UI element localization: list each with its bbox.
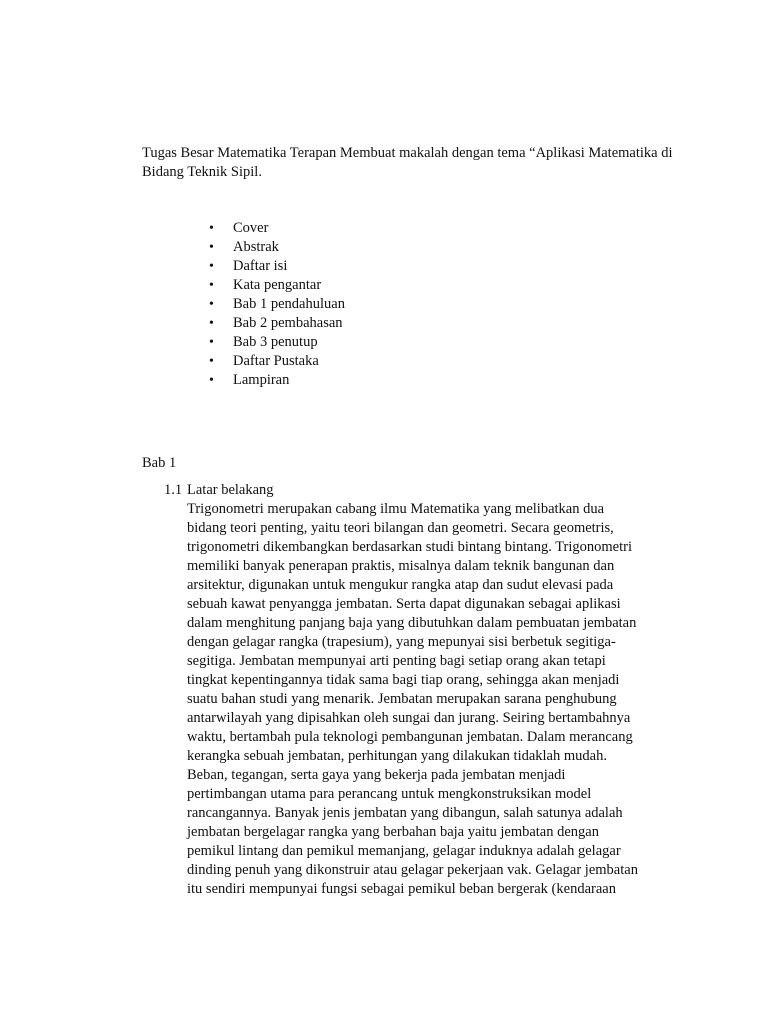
body-line: dinding penuh yang dikonstruir atau gelagar pekerjaan vak. Gelagar jembatan	[187, 862, 638, 878]
body-line: kerangka sebuah jembatan, perhitungan yang dilakukan tidaklah mudah.	[187, 748, 607, 764]
outline-item: • Bab 1 pendahuluan	[205, 295, 345, 314]
body-line: Trigonometri merupakan cabang ilmu Matematika yang melibatkan dua	[187, 501, 605, 517]
outline-item: • Lampiran	[205, 371, 345, 390]
body-line: pemikul lintang dan pemikul memanjang, gelagar induknya adalah gelagar	[187, 843, 621, 859]
body-line: trigonometri dikembangkan berdasarkan studi bintang bintang. Trigonometri	[187, 539, 632, 555]
outline-item: • Abstrak	[205, 238, 345, 257]
body-line: rancangannya. Banyak jenis jembatan yang dibangun, salah satunya adalah	[187, 805, 623, 821]
body-line: segitiga. Jembatan mempunyai arti penting bagi setiap orang akan tetapi	[187, 653, 606, 669]
section-body	[187, 500, 667, 899]
body-line: jembatan bergelagar rangka yang berbahan baja yaitu jembatan dengan	[187, 824, 599, 840]
body-line: dengan gelagar rangka (trapesium), yang mepunyai sisi berbetuk segitiga-	[187, 634, 616, 650]
outline-item: • Daftar isi	[205, 257, 345, 276]
body-line: sebuah kawat penyangga jembatan. Serta dapat digunakan sebagai aplikasi	[187, 596, 621, 612]
outline-item: • Bab 3 penutup	[205, 333, 345, 352]
body-line: arsitektur, digunakan untuk mengukur rangka atap dan sudut elevasi pada	[187, 577, 614, 593]
body-line: dalam menghitung panjang baja yang dibutuhkan dalam pembuatan jembatan	[187, 615, 637, 631]
body-line: bidang teori penting, yaitu teori bilangan dan geometri. Secara geometris,	[187, 520, 614, 536]
section-title: Latar belakang	[187, 482, 274, 498]
outline-list	[205, 219, 345, 390]
intro-line: Bidang Teknik Sipil.	[142, 164, 262, 180]
body-line: memiliki banyak penerapan praktis, misalnya dalam teknik bangunan dan	[187, 558, 615, 574]
outline-item: • Cover	[205, 219, 345, 238]
body-line: itu sendiri mempunyai fungsi sebagai pemikul beban bergerak (kendaraan	[187, 881, 616, 897]
outline-item: • Kata pengantar	[205, 276, 345, 295]
assignment-intro	[142, 144, 682, 182]
intro-line: Tugas Besar Matematika Terapan Membuat makalah dengan tema “Aplikasi Matematika di	[142, 145, 673, 161]
body-line: tingkat kepentingannya tidak sama bagi tiap orang, sehingga akan menjadi	[187, 672, 620, 688]
body-line: pertimbangan utama para perancang untuk mengkonstruksikan model	[187, 786, 592, 802]
body-line: suatu bahan studi yang menarik. Jembatan merupakan sarana penghubung	[187, 691, 617, 707]
body-line: Beban, tegangan, serta gaya yang bekerja pada jembatan menjadi	[187, 767, 566, 783]
chapter-heading: Bab 1	[142, 455, 177, 471]
body-line: waktu, bertambah pula teknologi pembangunan jembatan. Dalam merancang	[187, 729, 633, 745]
section-number: 1.1	[164, 482, 183, 498]
outline-item: • Daftar Pustaka	[205, 352, 345, 371]
body-line: antarwilayah yang dipisahkan oleh sungai dan jurang. Seiring bertambahnya	[187, 710, 631, 726]
outline-item: • Bab 2 pembahasan	[205, 314, 345, 333]
